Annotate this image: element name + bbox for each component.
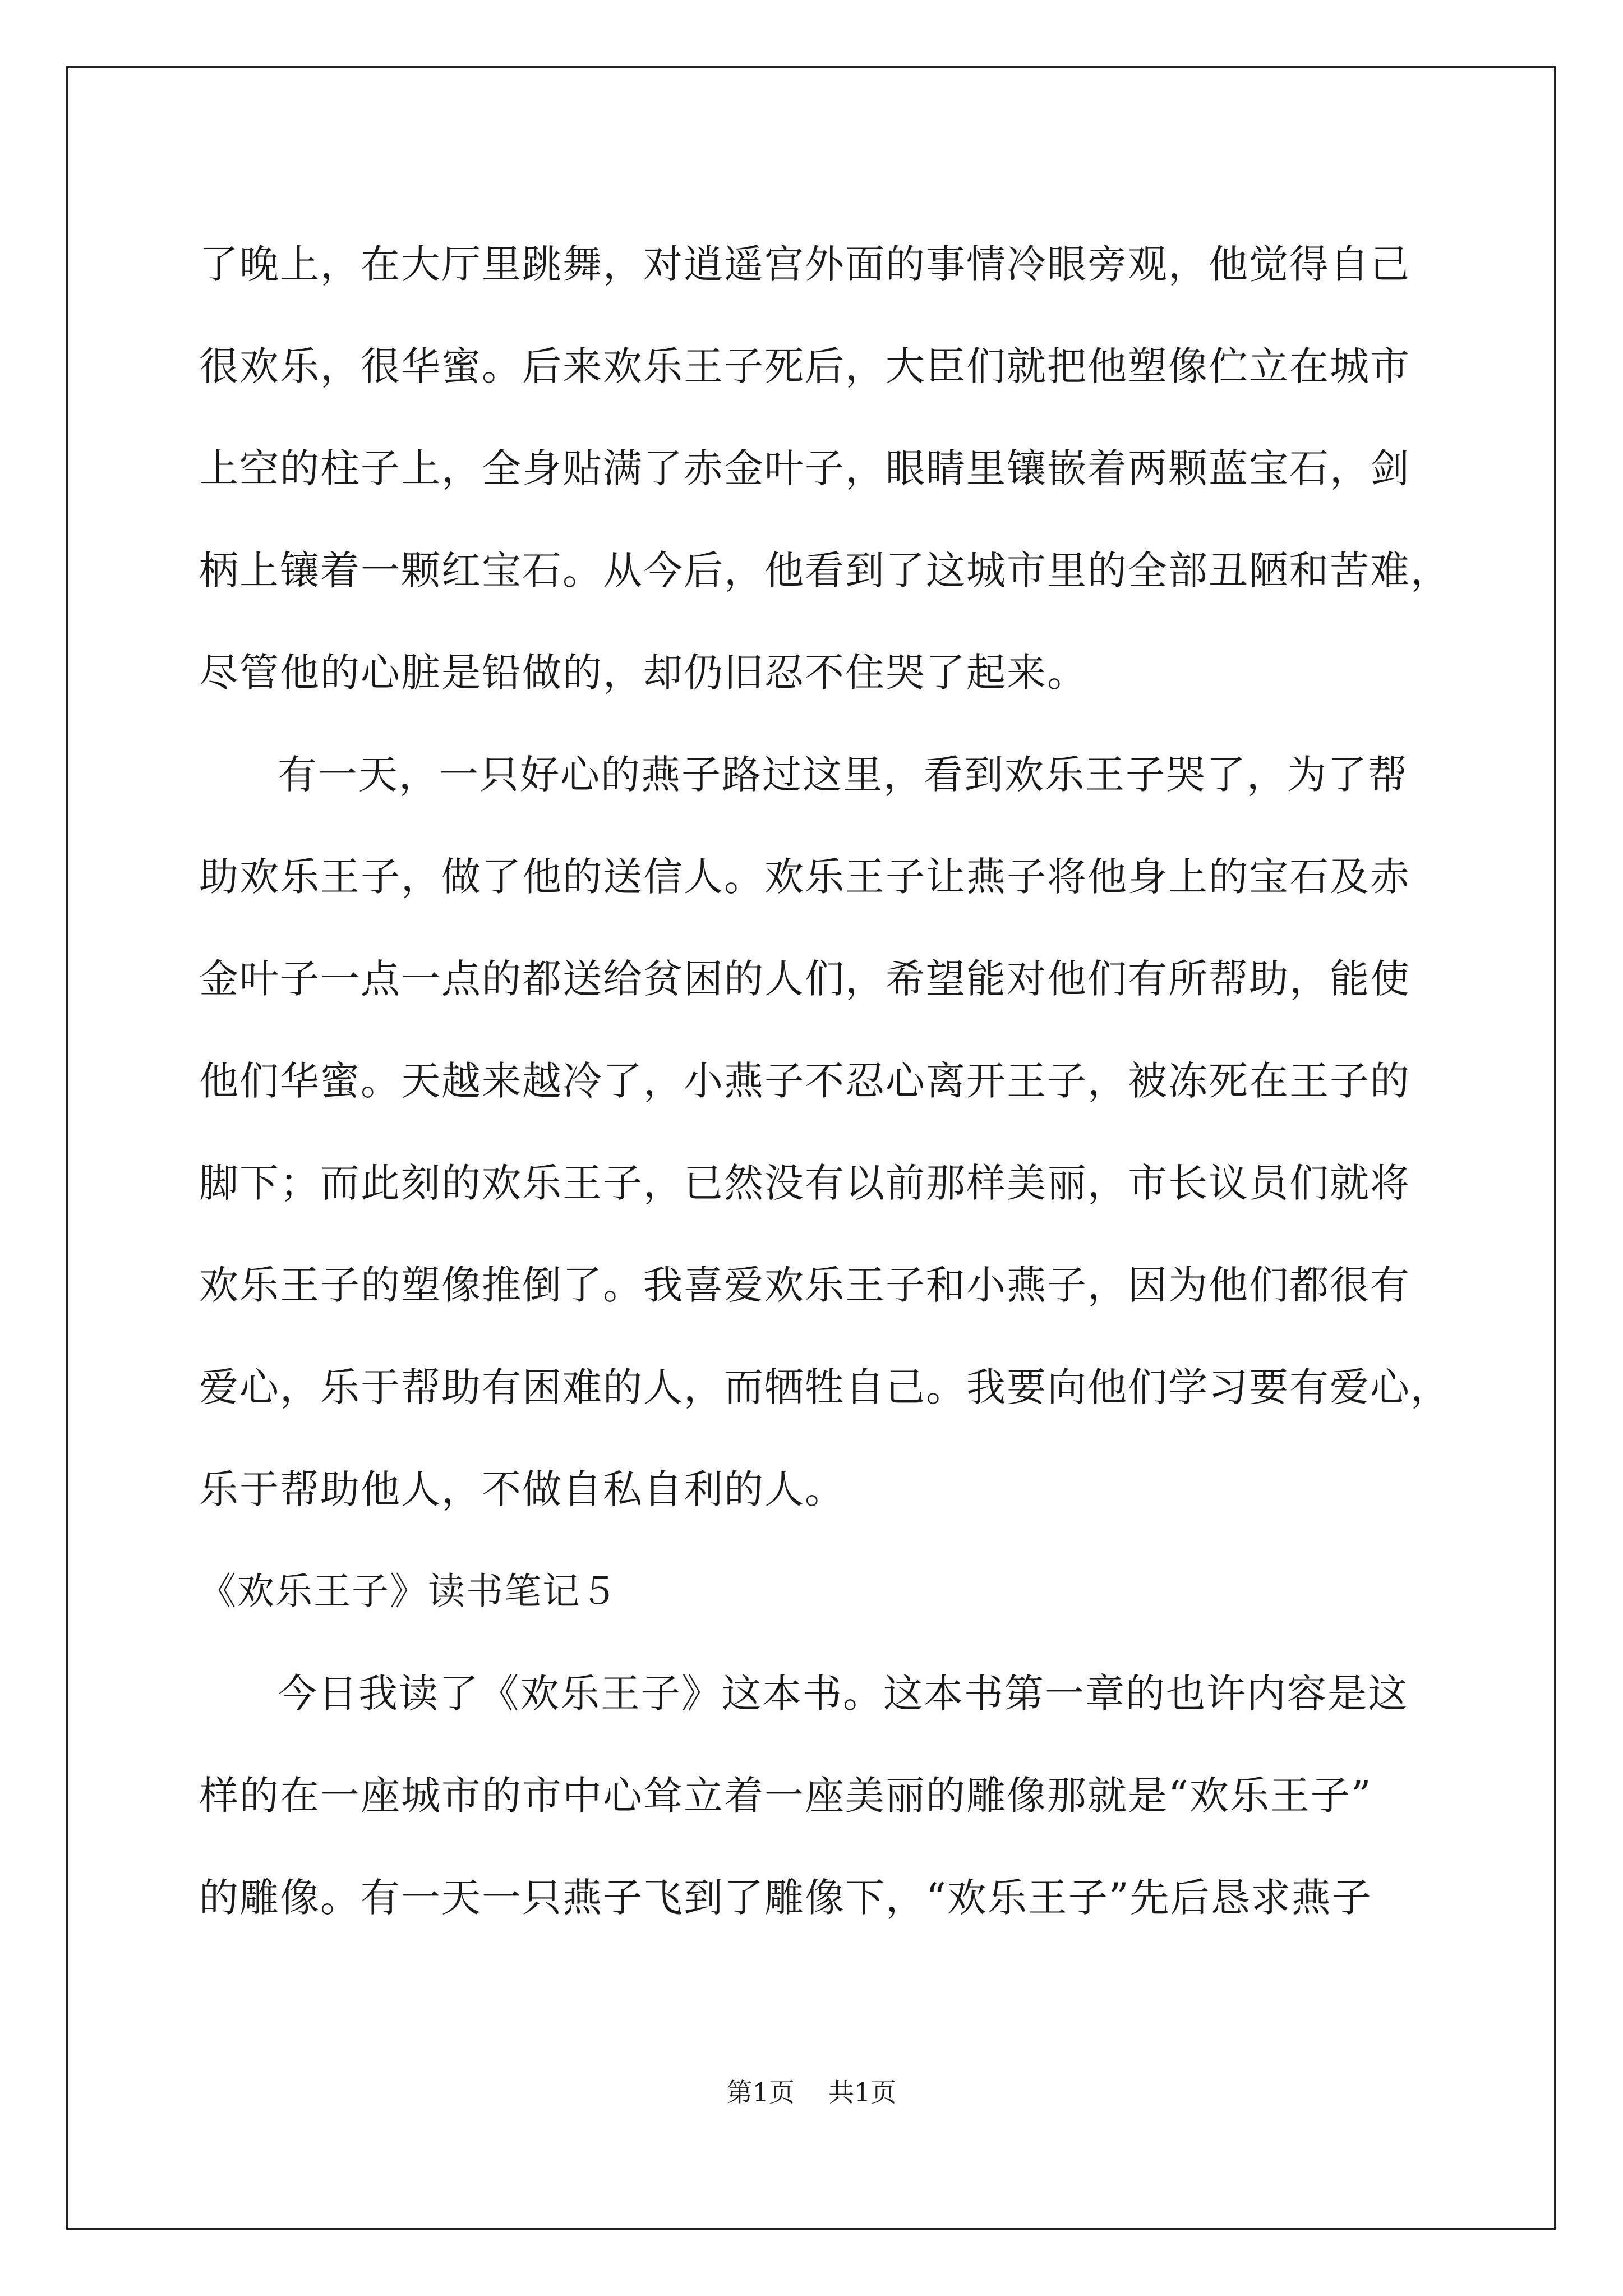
- text-line: 的雕像。有一天一只燕子飞到了雕像下，“欢乐王子”先后恳求燕子: [199, 1875, 1372, 1921]
- text-line: 上空的柱子上，全身贴满了赤金叶子，眼睛里镶嵌着两颗蓝宝石，剑: [199, 445, 1410, 491]
- page-number-current: 第1页: [726, 2077, 795, 2108]
- text-line: 金叶子一点一点的都送给贫困的人们，希望能对他们有所帮助，能使: [199, 956, 1410, 1002]
- text-line: 脚下；而此刻的欢乐王子，已然没有以前那样美丽，市长议员们就将: [199, 1160, 1410, 1206]
- text-line: 助欢乐王子，做了他的送信人。欢乐王子让燕子将他身上的宝石及赤: [199, 854, 1410, 900]
- text-line: 他们华蜜。天越来越冷了，小燕子不忍心离开王子，被冻死在王子的: [199, 1058, 1410, 1104]
- page-footer: [0, 2076, 1623, 2109]
- text-line: 柄上镶着一颗红宝石。从今后，他看到了这城市里的全部丑陋和苦难，: [199, 547, 1451, 593]
- paragraph-start-line: 有一天，一只好心的燕子路过这里，看到欢乐王子哭了，为了帮: [278, 752, 1408, 798]
- page-number-total: 共1页: [828, 2077, 897, 2108]
- text-line: 样的在一座城市的市中心耸立着一座美丽的雕像那就是“欢乐王子”: [199, 1773, 1372, 1819]
- text-line: 了晚上，在大厅里跳舞，对逍遥宫外面的事情冷眼旁观，他觉得自己: [199, 241, 1410, 287]
- text-line: 很欢乐，很华蜜。后来欢乐王子死后，大臣们就把他塑像伫立在城市: [199, 343, 1410, 389]
- text-line: 尽管他的心脏是铅做的，却仍旧忍不住哭了起来。: [199, 650, 1087, 696]
- text-line: 欢乐王子的塑像推倒了。我喜爱欢乐王子和小燕子，因为他们都很有: [199, 1262, 1410, 1308]
- section-heading: 《欢乐王子》读书笔记５: [199, 1570, 619, 1613]
- text-line: 爱心，乐于帮助有困难的人，而牺牲自己。我要向他们学习要有爱心，: [199, 1364, 1451, 1410]
- text-line: 乐于帮助他人，不做自私自利的人。: [199, 1466, 845, 1512]
- paragraph-start-line: 今日我读了《欢乐王子》这本书。这本书第一章的也许内容是这: [278, 1671, 1408, 1717]
- document-body: [199, 213, 1451, 1949]
